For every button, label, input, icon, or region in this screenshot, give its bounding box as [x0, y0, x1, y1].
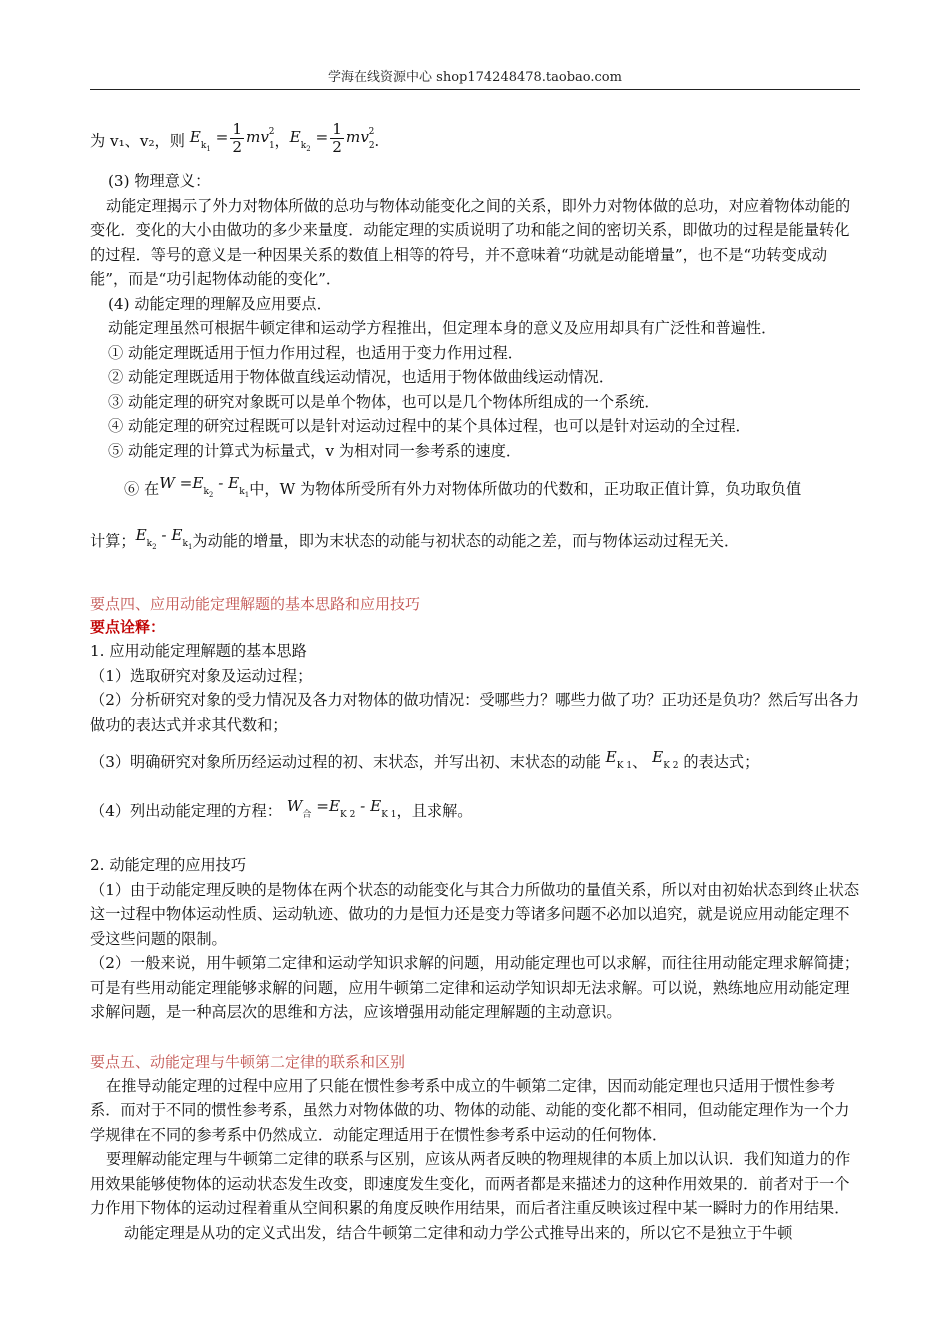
step3-prefix: （3）明确研究对象所历经运动过程的初、末状态，并写出初、末状态的动能: [90, 752, 601, 771]
section3-title: (3) 物理意义：: [108, 172, 211, 190]
intro-prefix: 为 v₁、v₂，则: [90, 131, 185, 150]
step4-suffix: ，且求解。: [396, 801, 473, 820]
formula-ek-initial: $E_{K 1}$: [600, 748, 633, 771]
section3-body: 动能定理揭示了外力对物体所做的总功与物体动能变化之间的关系，即外力对物体做的总功，对应着物体动能的变化．变化的大小由做功的多少来量度．动能定理的实质说明了功和能之间的密切关系，即做功的过程是能量转化的过程．等号的意义是一种因果关系的数值上相等的符号，并不意味着“功就是动能增量”，也不是“功转变成动能”，而是“功引起物体动能的变化”．: [90, 196, 851, 288]
point4-sub1-title: 1. 应用动能定理解题的基本思路: [90, 642, 307, 660]
point4-step: （1）选取研究对象及运动过程；: [90, 666, 313, 685]
point5-paragraph: 动能定理是从功的定义式出发，结合牛顿第二定律和动力学公式推导出来的，所以它不是独立于牛顿: [124, 1223, 793, 1242]
point4-step: （2）分析研究对象的受力情况及各力对物体的做功情况：受哪些力？哪些力做了功？正功还是负功？然后写出各力做功的表达式并求其代数和；: [90, 691, 860, 734]
formula-work-energy: $W =E_{k_2} - E_{k_1}$: [159, 474, 250, 499]
point4-step3: [90, 737, 862, 786]
point4-tip: （1）由于动能定理反映的是物体在两个状态的动能变化与其合力所做功的量值关系，所以对由初始状态到终止状态这一过程中物体运动性质、运动轨迹、做功的力是恒力还是变力等诸多问题不必加以追究，就是说应用动能定理不受这些问题的限制。: [90, 880, 860, 948]
section4-item6: [90, 463, 862, 515]
item6-suffix: 中，W 为物体所受所有外力对物体所做功的代数和，正功取正值计算，负功取负值: [249, 480, 802, 498]
document-body: [90, 112, 862, 1245]
section4-item: ⑤ 动能定理的计算式为标量式，v 为相对同一参考系的速度．: [108, 441, 522, 460]
section4-title: (4) 动能定理的理解及应用要点．: [108, 294, 332, 313]
section4-item: ① 动能定理既适用于恒力作用过程，也适用于变力作用过程．: [108, 343, 523, 362]
intro-line: [90, 112, 862, 169]
section4-item: ③ 动能定理的研究对象既可以是单个物体，也可以是几个物体所组成的一个系统．: [108, 392, 660, 411]
item6-prefix: ⑥ 在: [124, 480, 160, 498]
formula-ek2: $E_{k_2}$ = $\frac{1}{2}$ $mv_2^2$: [289, 119, 375, 156]
intro-end: .: [374, 131, 380, 150]
point5-heading: 要点五、动能定理与牛顿第二定律的联系和区别: [90, 1052, 406, 1071]
point4-heading: 要点四、应用动能定理解题的基本思路和应用技巧: [90, 595, 421, 613]
section4-item: ④ 动能定理的研究过程既可以是针对运动过程中的某个具体过程，也可以是针对运动的全过程．: [108, 417, 751, 435]
point5-paragraph: 在推导动能定理的过程中应用了只能在惯性参考系中成立的牛顿第二定律，因而动能定理也只适用于惯性参考系．而对于不同的惯性参考系，虽然力对物体做的功、物体的动能、动能的变化都不相同，但动能定理作为一个力学规律在不同的参考系中仍然成立．动能定理适用于在惯性参考系中运动的任何物体．: [90, 1076, 850, 1144]
point4-label: 要点诠释：: [90, 618, 166, 636]
item6-cont-prefix: 计算；: [90, 532, 136, 550]
item6-cont-suffix: 为动能的增量，即为末状态的动能与初状态的动能之差，而与物体运动过程无关．: [192, 532, 740, 550]
step3-suffix: 的表达式；: [683, 752, 760, 771]
point4-step4: [90, 786, 862, 835]
point4-sub2-title: 2. 动能定理的应用技巧: [90, 856, 247, 874]
point5-paragraph: 要理解动能定理与牛顿第二定律的联系与区别，应该从两者反映的物理规律的本质上加以认识．我们知道力的作用效果能够使物体的运动状态发生改变，即速度发生变化，而两者都是来描述力的这种作用效果的．前者对于一个力作用下物体的运动过程着重从空间积累的角度反映作用结果，而后者注重反映该过程中某一瞬时力的作用结果．: [90, 1150, 851, 1217]
section4-item6-cont: [90, 515, 862, 567]
page-header: 学海在线资源中心 shop174248478.taobao.com: [90, 66, 860, 90]
point4-tip: （2）一般来说，用牛顿第二定律和运动学知识求解的问题，用动能定理也可以求解，而往往用动能定理求解简捷；可是有些用动能定理能够求解的问题，应用牛顿第二定律和运动学知识却无法求解。可以说，熟练地应用动能定理求解问题，是一种高层次的思维和方法，应该增强用动能定理解题的主动意识。: [90, 954, 860, 1021]
step3-sep: 、: [632, 752, 648, 771]
formula-ek-diff: $E_{k_2} - E_{k_1}$: [135, 526, 193, 551]
intro-sep: ，: [274, 131, 290, 150]
formula-net-work: $W_合 =E_{K 2} - E_{K 1}$: [281, 797, 397, 820]
section4-intro: 动能定理虽然可根据牛顿定律和运动学方程推出，但定理本身的意义及应用却具有广泛性和普遍性．: [108, 319, 777, 337]
section4-item: ② 动能定理既适用于物体做直线运动情况，也适用于物体做曲线运动情况．: [108, 368, 615, 386]
formula-ek1: $E_{k_1}$ = $\frac{1}{2}$ $mv_1^2$: [184, 119, 275, 156]
step4-prefix: （4）列出动能定理的方程：: [90, 801, 282, 820]
formula-ek-final: $E_{K 2}$: [647, 748, 679, 771]
